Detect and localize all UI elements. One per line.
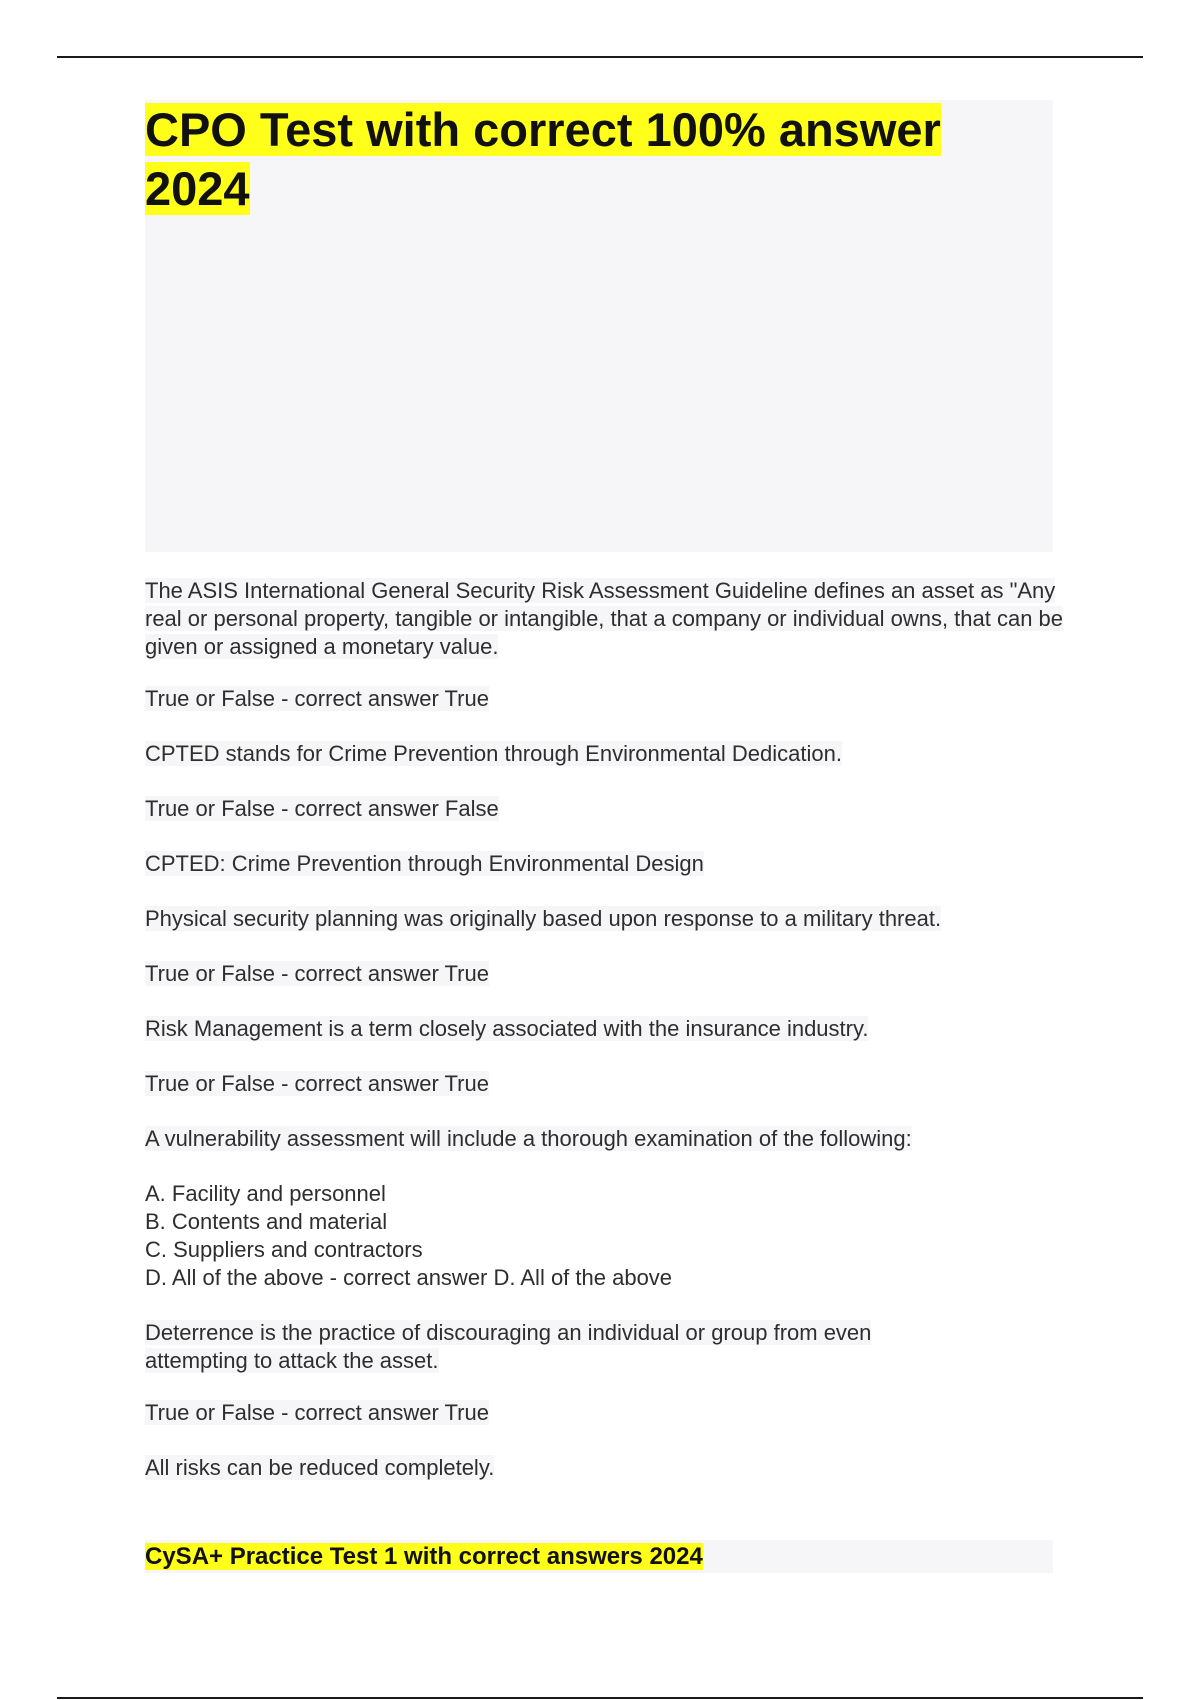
question-vulnerability: A vulnerability assessment will include a thorough examination of the following: <box>145 1126 912 1151</box>
question-all-risks: All risks can be reduced completely. <box>145 1455 495 1480</box>
document-title <box>145 100 1053 218</box>
question-deterrence: Deterrence is the practice of discouraging an individual or group from even attempting to attack the asset. <box>145 1320 872 1373</box>
option-d: D. All of the above - correct answer D. All of the above <box>145 1265 673 1290</box>
answer-4: True or False - correct answer True <box>145 1071 489 1096</box>
footer-title: CySA+ Practice Test 1 with correct answers 2024 <box>145 1543 703 1570</box>
option-b: B. Contents and material <box>145 1209 388 1234</box>
paragraph-asset-definition: The ASIS International General Security Risk Assessment Guideline defines an asset as "Any real or personal property, tangible or intangible, that a company or individual owns, that can be given or assigned a monetary value. <box>145 578 1064 659</box>
option-list <box>145 1180 1065 1292</box>
footer-bar <box>145 1540 1053 1573</box>
answer-1: True or False - correct answer True <box>145 686 489 711</box>
option-a: A. Facility and personnel <box>145 1181 386 1206</box>
title-highlight: CPO Test with correct 100% answer 2024 <box>145 103 941 215</box>
question-risk-management: Risk Management is a term closely associated with the insurance industry. <box>145 1016 869 1041</box>
bottom-rule <box>57 1697 1143 1699</box>
title-block <box>145 100 1053 552</box>
answer-3: True or False - correct answer True <box>145 961 489 986</box>
question-physical-security: Physical security planning was originally based upon response to a military threat. <box>145 906 942 931</box>
answer-5: True or False - correct answer True <box>145 1400 489 1425</box>
cpted-definition: CPTED: Crime Prevention through Environmental Design <box>145 851 704 876</box>
top-rule <box>57 56 1143 58</box>
question-cpted: CPTED stands for Crime Prevention through Environmental Dedication. <box>145 741 842 766</box>
answer-2: True or False - correct answer False <box>145 796 499 821</box>
option-c: C. Suppliers and contractors <box>145 1237 423 1262</box>
document-body <box>145 577 1065 1482</box>
